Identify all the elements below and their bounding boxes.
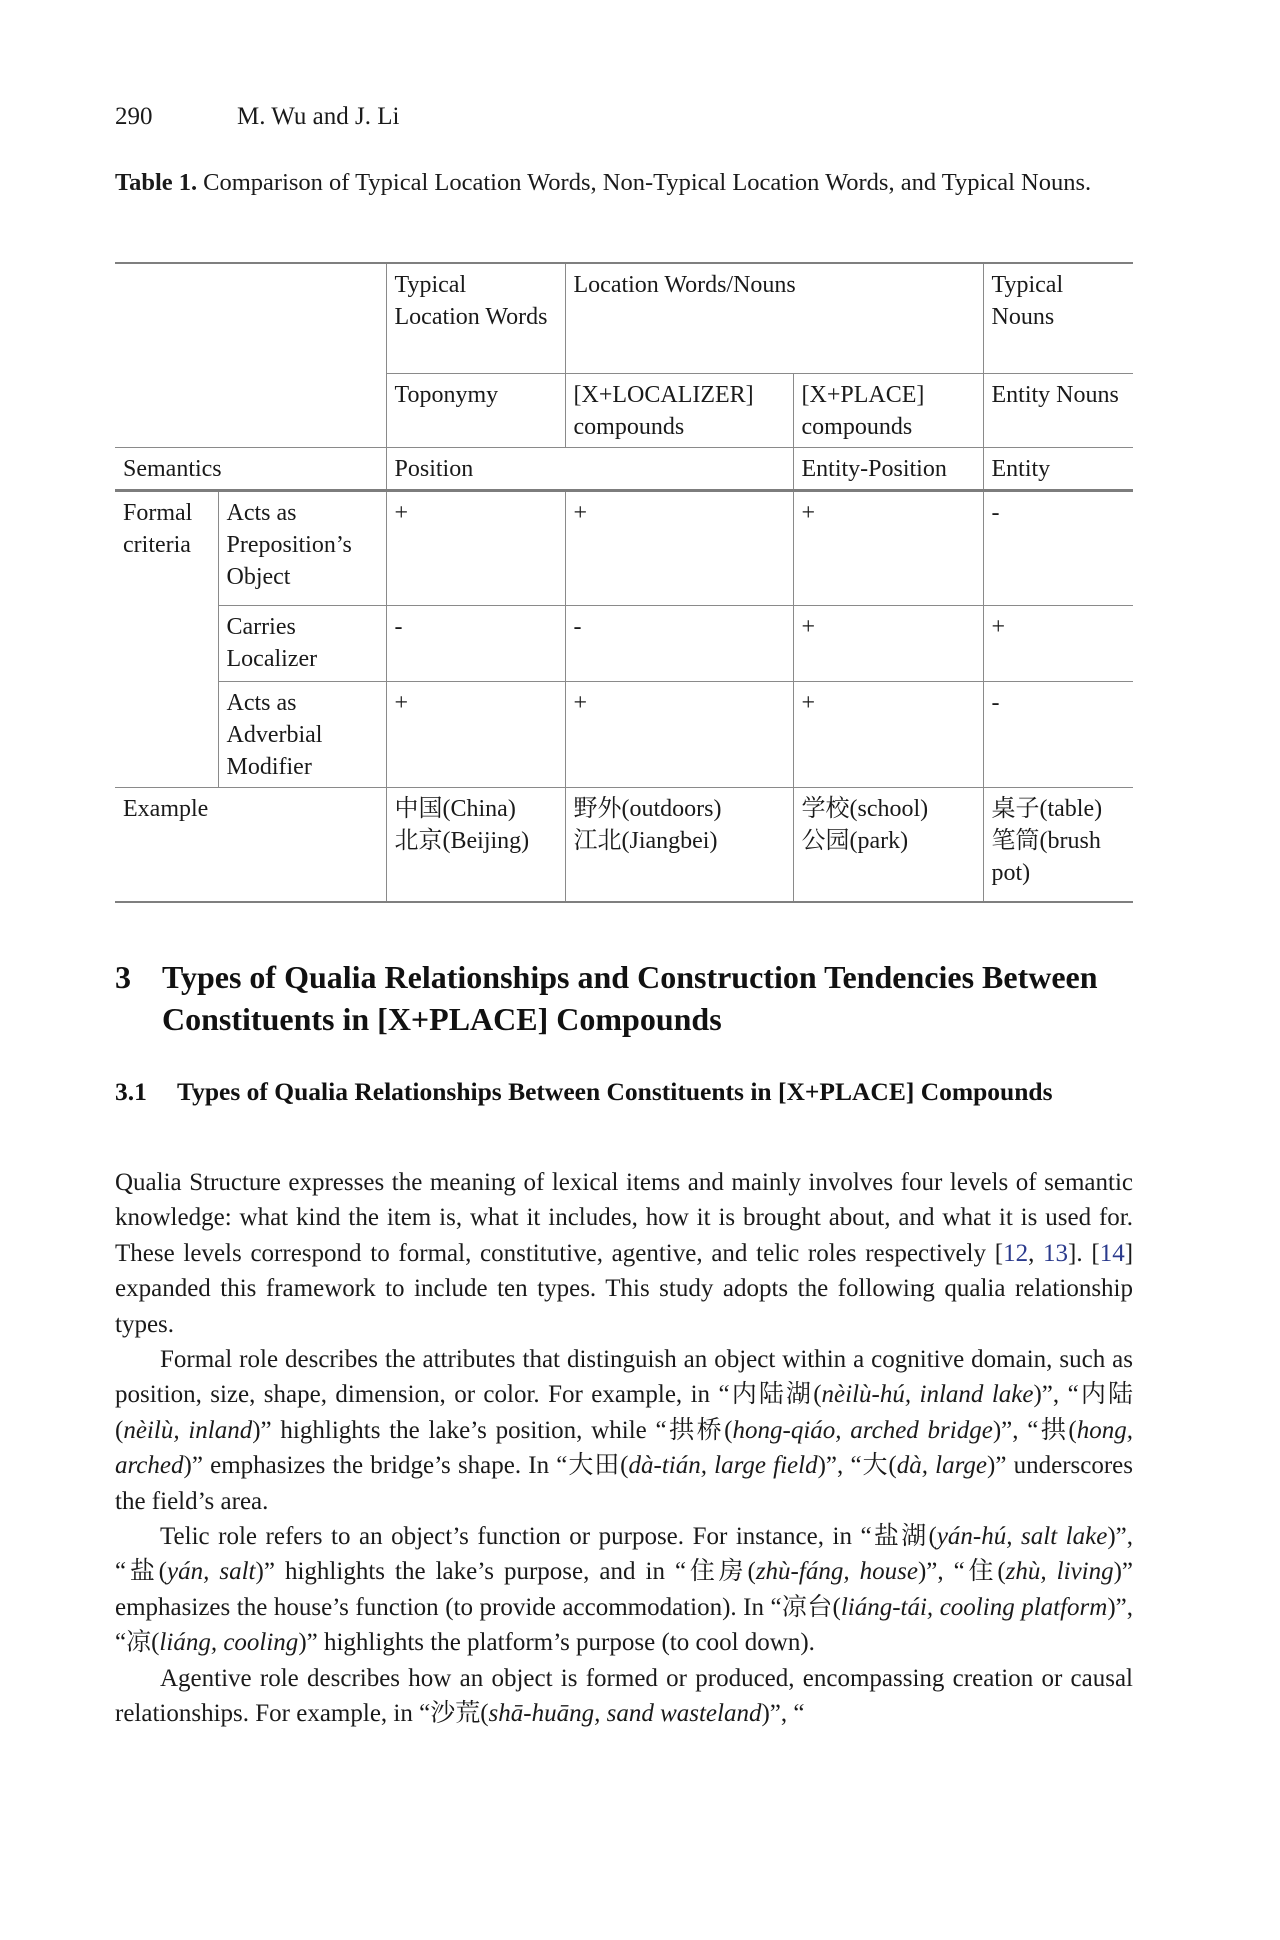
gloss: yán, salt [167,1558,256,1586]
example-line: 桌子(table) [991,796,1103,822]
criterion-label: Acts as Adverbial Modifier [218,682,386,788]
table-header-row-1 [115,263,1133,374]
gloss: nèilù-hú, inland lake [821,1381,1034,1409]
example-cell [983,788,1133,903]
criterion-value: - [386,606,565,682]
text-run: )” underscores the field’s area. [115,1452,1134,1515]
text-run: )” highlights the platform’s purpose (to cool down). [298,1629,815,1657]
gloss: zhù-fáng, house [755,1558,918,1586]
criterion-value: + [793,491,983,606]
gloss: shā-huāng, sand wasteland [488,1700,762,1728]
header-typical-nouns: Typical Nouns [983,263,1133,374]
criterion-value: + [565,682,793,788]
section-heading-3 [115,956,1133,1040]
text-run: ]. [ [1068,1239,1100,1267]
table-row-example [115,788,1133,903]
text-run: )” highlights the lake’s purpose, and in “住房( [255,1558,756,1586]
table-row-semantics [115,448,1133,491]
citation-link[interactable]: 12 [1003,1239,1029,1267]
text-run: )”, “ [761,1700,805,1728]
example-line: 江北(Jiangbei) [573,828,718,854]
subsection-title: Types of Qualia Relationships Between Constituents in [X+PLACE] Compounds [177,1077,1053,1106]
text-run: )”, “大( [817,1452,897,1480]
text-run: )”, “住( [917,1558,1006,1586]
criterion-value: + [386,491,565,606]
example-line: 野外(outdoors) [573,796,722,822]
criterion-value: + [386,682,565,788]
example-cell [386,788,565,903]
header-toponymy: Toponymy [386,374,565,448]
example-cell [793,788,983,903]
formal-criteria-label: Formal criteria [115,491,218,788]
header-x-localizer-compounds: [X+LOCALIZER] compounds [565,374,793,448]
example-line: 学校(school) [801,796,929,822]
table-corner-cell [115,263,386,448]
example-line: 中国(China) [394,796,516,822]
table-row [115,606,1133,682]
text-run: )”, “内陆( [115,1381,1134,1444]
page-number: 290 [115,103,153,130]
gloss: liáng, cooling [159,1629,299,1657]
header-typical-location-words: Typical Location Words [386,263,565,374]
gloss: dà-tián, large field [628,1452,818,1480]
criterion-value: - [983,491,1133,606]
example-line: 公园(park) [801,828,909,854]
gloss: hong, arched [115,1416,1133,1480]
table-caption-text: Comparison of Typical Location Words, Non-Typical Location Words, and Typical Nouns. [203,169,1092,196]
gloss: hong-qiáo, arched bridge [732,1416,993,1444]
example-line: 笔筒(brush pot) [991,828,1101,886]
criterion-label: Carries Localizer [218,606,386,682]
criterion-value: + [793,682,983,788]
gloss: liáng-tái, cooling platform [840,1593,1108,1621]
text-run: Agentive role describes how an object is formed or produced, encompassing creation or causal relationships. For example, in “沙荒( [115,1664,1133,1728]
example-label: Example [115,788,386,903]
paragraph-telic-role [115,1519,1133,1661]
body-text [115,1165,1133,1732]
subsection-number: 3.1 [115,1077,147,1106]
text-run: Formal role describes the attributes that distinguish an object within a cognitive domain, such as position, size, shape, dimension, or color. For example, in “内陆湖( [115,1346,1133,1409]
example-cell [565,788,793,903]
paragraph-qualia-structure [115,1165,1133,1342]
semantics-position: Position [386,448,793,491]
example-line: 北京(Beijing) [394,828,530,854]
criterion-value: + [983,606,1133,682]
table-row [115,682,1133,788]
section-title: Types of Qualia Relationships and Construction Tendencies Between Constituents in [X+PLACE] Compounds [162,959,1098,1037]
gloss: yán-hú, salt lake [936,1523,1108,1551]
gloss: nèilù, inland [123,1416,253,1444]
running-head [115,102,400,132]
gloss: zhù, living [1005,1558,1114,1586]
text-run: ] expanded this framework to include ten types. This study adopts the following qualia relationship types. [115,1239,1134,1338]
text-run: Telic role refers to an object’s function or purpose. For instance, in “盐湖( [160,1523,937,1551]
citation-link[interactable]: 14 [1099,1239,1125,1267]
gloss: dà, large [896,1452,988,1480]
subsection-heading-3-1 [115,1074,1133,1109]
paragraph-formal-role [115,1342,1133,1519]
running-head-authors: M. Wu and J. Li [237,103,400,130]
semantics-label: Semantics [115,448,386,491]
table-row [115,491,1133,606]
section-number: 3 [115,959,131,995]
text-run: )” highlights the lake’s position, while “拱桥( [252,1416,733,1444]
criterion-value: + [565,491,793,606]
criterion-value: + [793,606,983,682]
text-run: , [1028,1239,1044,1267]
citation-link[interactable]: 13 [1043,1239,1069,1267]
text-run: )”, “凉( [115,1593,1134,1657]
header-x-place-compounds: [X+PLACE] compounds [793,374,983,448]
text-run: )”, “盐( [115,1523,1133,1586]
text-run: )” emphasizes the house’s function (to provide accommodation). In “凉台( [115,1558,1134,1621]
header-location-words-nouns: Location Words/Nouns [565,263,983,374]
criterion-value: - [565,606,793,682]
text-run: )” emphasizes the bridge’s shape. In “大田( [183,1452,629,1480]
header-entity-nouns: Entity Nouns [983,374,1133,448]
semantics-entity: Entity [983,448,1133,491]
semantics-entity-position: Entity-Position [793,448,983,491]
paragraph-agentive-role [115,1661,1133,1732]
text-run: Qualia Structure expresses the meaning of lexical items and mainly involves four levels of semantic knowledge: what kind the item is, what it includes, how it is brought about, and what it is used for. These levels correspond to formal, constitutive, agentive, and telic roles respectively [ [115,1169,1133,1267]
text-run: )”, “拱( [992,1416,1077,1444]
comparison-table [115,262,1133,903]
criterion-value: - [983,682,1133,788]
table-caption-label: Table 1. [115,169,198,196]
table-caption [115,166,1133,199]
criterion-label: Acts as Preposition’s Object [218,491,386,606]
